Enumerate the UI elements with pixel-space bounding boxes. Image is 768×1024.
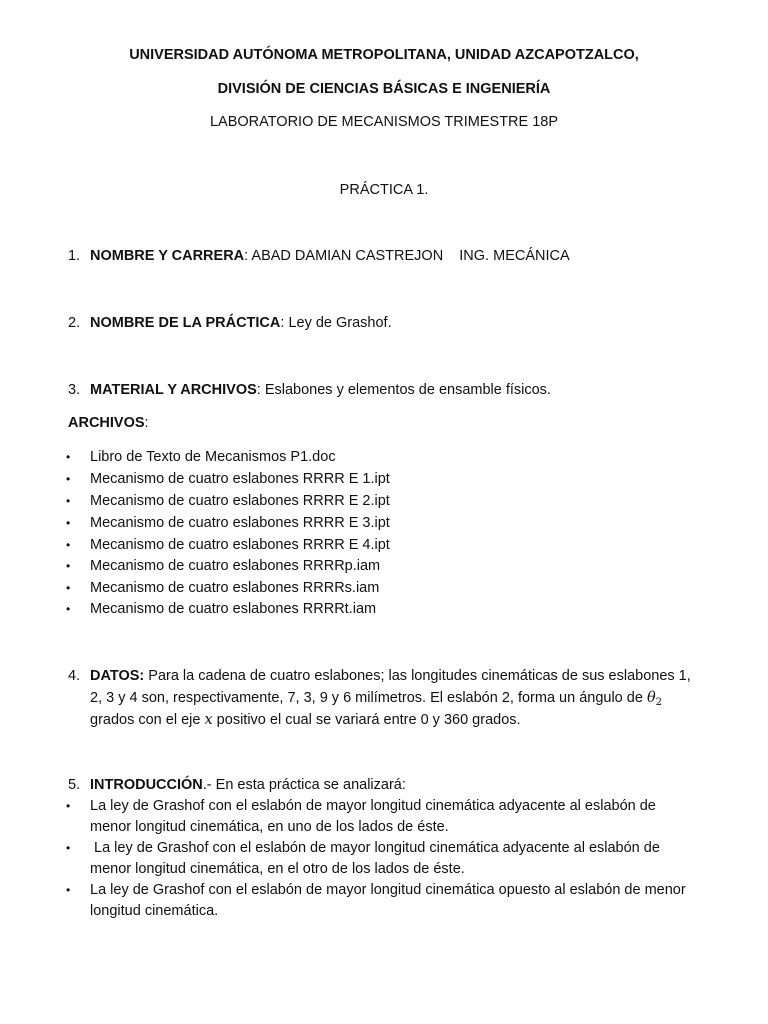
section-5-text: .- En esta práctica se analizará: bbox=[202, 777, 406, 793]
file-item: Mecanismo de cuatro eslabones RRRRs.iam bbox=[90, 580, 380, 596]
file-item: Mecanismo de cuatro eslabones RRRR E 4.ipt bbox=[90, 537, 390, 553]
theta-symbol: θ bbox=[646, 690, 656, 706]
archivos-heading bbox=[68, 412, 149, 434]
intro-bullet: • bbox=[66, 841, 71, 855]
section-1-label: NOMBRE Y CARRERA bbox=[90, 248, 245, 264]
intro-bullet: • bbox=[66, 799, 71, 813]
section-3-text: : Eslabones y elementos de ensamble físicos. bbox=[256, 382, 551, 398]
intro-item-2-line-1: La ley de Grashof con el eslabón de mayor longitud cinemática adyacente al eslabón de bbox=[90, 840, 660, 856]
section-5-label: INTRODUCCIÓN bbox=[90, 777, 203, 793]
intro-bullet: • bbox=[66, 883, 71, 897]
file-bullet: • bbox=[66, 494, 71, 508]
section-4-line-1 bbox=[90, 665, 730, 687]
file-bullet: • bbox=[66, 559, 71, 573]
section-4-label: DATOS: bbox=[90, 668, 145, 684]
section-5-line bbox=[90, 774, 730, 796]
section-1-number: 1. bbox=[68, 248, 81, 264]
university-heading: UNIVERSIDAD AUTÓNOMA METROPOLITANA, UNIDAD AZCAPOTZALCO, bbox=[129, 47, 639, 63]
intro-item-1-line-1: La ley de Grashof con el eslabón de mayor longitud cinemática adyacente al eslabón de bbox=[90, 798, 656, 814]
intro-item-2-line-2: menor longitud cinemática, en el otro de los lados de éste. bbox=[90, 861, 465, 877]
section-1-line bbox=[90, 245, 730, 267]
file-bullet: • bbox=[66, 516, 71, 530]
section-4-line-3 bbox=[90, 709, 730, 731]
file-item: Libro de Texto de Mecanismos P1.doc bbox=[90, 449, 336, 465]
file-item: Mecanismo de cuatro eslabones RRRR E 2.ipt bbox=[90, 493, 390, 509]
section-4-text-2: 2, 3 y 4 son, respectivamente, 7, 3, 9 y 6 milímetros. El eslabón 2, forma un ángulo de bbox=[90, 690, 647, 706]
section-4-text-3a: grados con el eje bbox=[90, 712, 205, 728]
section-2-line bbox=[90, 312, 730, 334]
section-2-text: : Ley de Grashof. bbox=[280, 315, 392, 331]
section-2-number: 2. bbox=[68, 315, 81, 331]
file-bullet: • bbox=[66, 602, 71, 616]
section-3-number: 3. bbox=[68, 382, 81, 398]
file-item: Mecanismo de cuatro eslabones RRRR E 1.ipt bbox=[90, 471, 390, 487]
lab-heading: LABORATORIO DE MECANISMOS TRIMESTRE 18P bbox=[209, 114, 559, 130]
file-item: Mecanismo de cuatro eslabones RRRRt.iam bbox=[90, 601, 377, 617]
archivos-colon: : bbox=[144, 415, 149, 431]
file-bullet: • bbox=[66, 472, 71, 486]
file-bullet: • bbox=[66, 538, 71, 552]
x-variable: x bbox=[204, 712, 213, 728]
file-item: Mecanismo de cuatro eslabones RRRRp.iam bbox=[90, 558, 381, 574]
file-bullet: • bbox=[66, 450, 71, 464]
section-5-number: 5. bbox=[68, 777, 81, 793]
division-heading: DIVISIÓN DE CIENCIAS BÁSICAS E INGENIERÍA bbox=[217, 81, 551, 97]
section-4-number: 4. bbox=[68, 668, 81, 684]
archivos-label: ARCHIVOS bbox=[68, 415, 145, 431]
section-4-text-1: Para la cadena de cuatro eslabones; las longitudes cinemáticas de sus eslabones 1, bbox=[144, 668, 691, 684]
section-3-line bbox=[90, 379, 730, 401]
theta-subscript: 2 bbox=[655, 697, 663, 708]
file-item: Mecanismo de cuatro eslabones RRRR E 3.ipt bbox=[90, 515, 390, 531]
section-3-label: MATERIAL Y ARCHIVOS bbox=[90, 382, 257, 398]
intro-item-3-line-2: longitud cinemática. bbox=[90, 903, 219, 919]
section-2-label: NOMBRE DE LA PRÁCTICA bbox=[90, 315, 281, 331]
practice-title: PRÁCTICA 1. bbox=[339, 182, 429, 198]
intro-item-3-line-1: La ley de Grashof con el eslabón de mayor longitud cinemática opuesto al eslabón de menor bbox=[90, 882, 686, 898]
file-bullet: • bbox=[66, 581, 71, 595]
section-4-text-3b: positivo el cual se variará entre 0 y 360 grados. bbox=[212, 712, 521, 728]
intro-item-1-line-2: menor longitud cinemática, en uno de los lados de éste. bbox=[90, 819, 449, 835]
section-1-text: : ABAD DAMIAN CASTREJON ING. MECÁNICA bbox=[244, 248, 570, 264]
